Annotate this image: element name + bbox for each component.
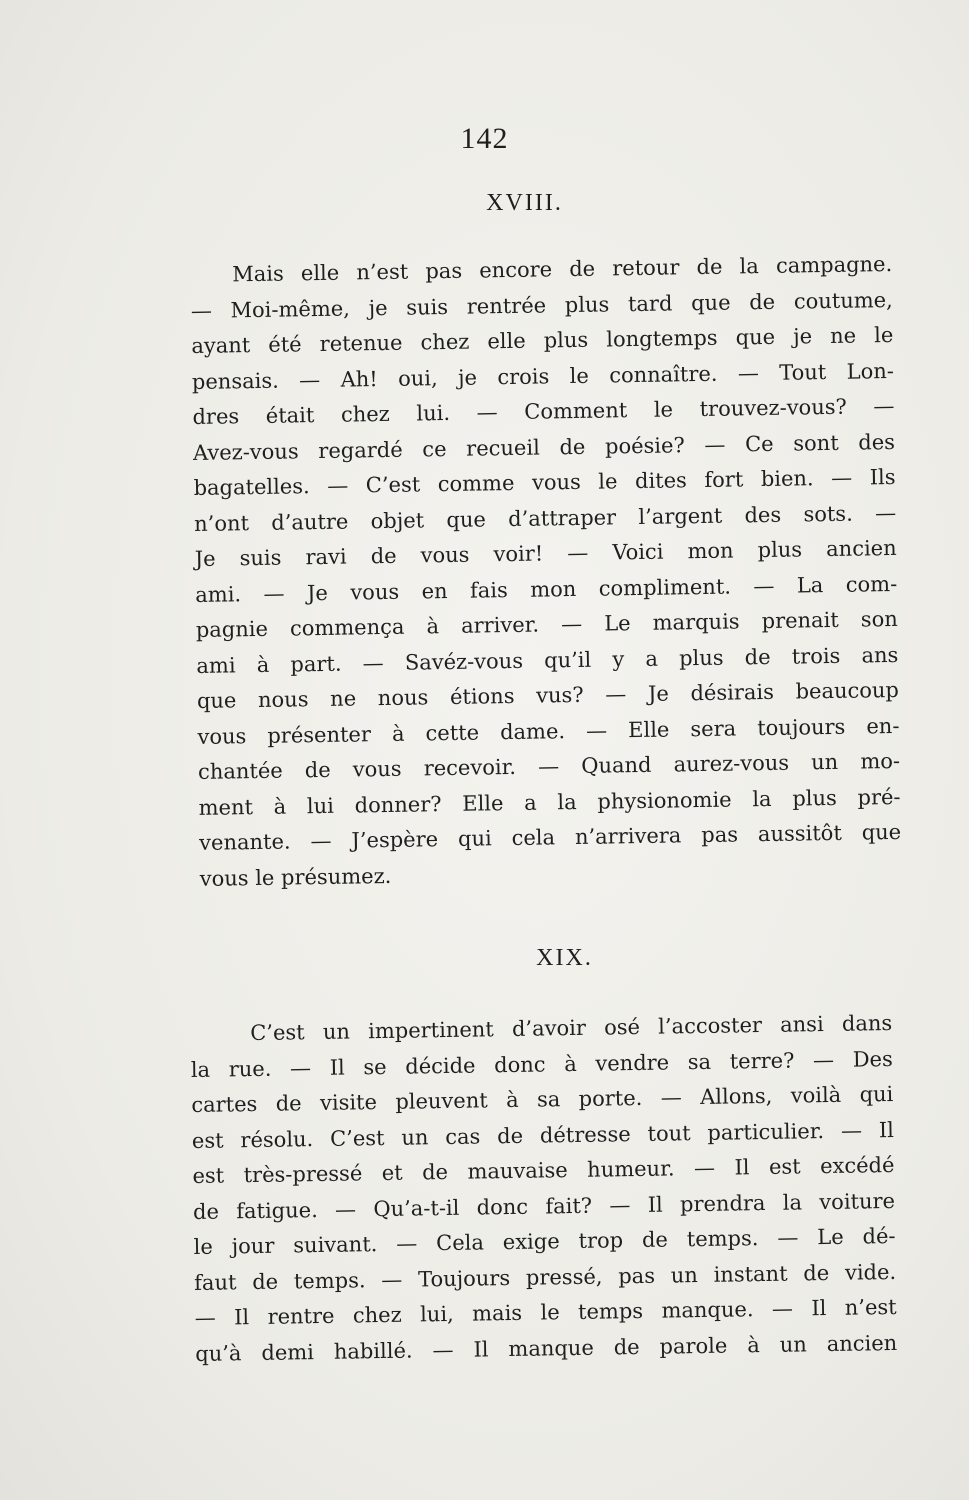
text-line: ami. — Je vous en fais mon compliment. — La com- xyxy=(195,571,898,607)
text-line: de fatigue. — Qu’a-t-il donc fait? — Il prendra la voiture xyxy=(192,1188,896,1224)
text-line: vous le présumez. xyxy=(199,863,392,891)
text-line: Avez-vous regardé ce recueil de poésie? — Ce sont des xyxy=(192,429,896,465)
text-line: ami à part. — Savéz-vous qu’il y a plus de trois ans xyxy=(196,642,899,678)
text-line: ment à lui donner? Elle a la physionomie la plus pré- xyxy=(198,784,901,820)
text-line: est très-pressé et de mauvaise humeur. — Il est excédé xyxy=(192,1152,895,1188)
text-line: — Il rentre chez lui, mais le temps manque. — Il n’est xyxy=(194,1294,897,1330)
text-line: vous présenter à cette dame. — Elle sera toujours en- xyxy=(197,713,900,749)
text-line: ayant été retenue chez elle plus longtemps que je ne le xyxy=(191,322,894,358)
text-line: C’est un impertinent d’avoir osé l’accoster ansi dans xyxy=(250,1010,893,1046)
text-line: faut de temps. — Toujours pressé, pas un instant de vide. xyxy=(193,1259,897,1295)
text-line: chantée de vous recevoir. — Quand aurez-vous un mo- xyxy=(197,748,901,784)
text-line: pensais. — Ah! oui, je crois le connaître. — Tout Lon- xyxy=(191,358,895,394)
text-line: qu’à demi habillé. — Il manque de parole à un ancien xyxy=(195,1330,898,1366)
text-line: dres était chez lui. — Comment le trouvez-vous? — xyxy=(192,393,895,429)
text-line: n’ont d’autre objet que d’attraper l’argent des sots. — xyxy=(193,500,897,536)
text-line: bagatelles. — C’est comme vous le dites fort bien. — Ils xyxy=(193,464,896,500)
text-line: Je suis ravi de vous voir! — Voici mon plus ancien xyxy=(194,535,897,571)
text-line: est résolu. C’est un cas de détresse tout particulier. — Il xyxy=(191,1117,895,1153)
text-line: pagnie commença à arriver. — Le marquis prenait son xyxy=(195,606,898,642)
section-text-xviii xyxy=(190,247,902,897)
page-number: 142 xyxy=(460,122,509,155)
text-line: — Moi-même, je suis rentrée plus tard que de coutume, xyxy=(190,287,893,323)
section-heading-xix: XIX. xyxy=(536,945,593,971)
section-heading-xviii: XVIII. xyxy=(486,190,563,216)
text-line: le jour suivant. — Cela exige trop de temps. — Le dé- xyxy=(193,1223,896,1259)
text-line: la rue. — Il se décide donc à vendre sa terre? — Des xyxy=(190,1046,893,1082)
text-line: que nous ne nous étions vus? — Je désirais beaucoup xyxy=(196,677,900,713)
text-line: venante. — J’espère qui cela n’arrivera pas aussitôt que xyxy=(199,819,902,855)
text-line: cartes de visite pleuvent à sa porte. — Allons, voilà qui xyxy=(191,1081,894,1117)
text-line: Mais elle n’est pas encore de retour de la campagne. xyxy=(232,251,893,287)
section-text-xix xyxy=(190,1006,897,1372)
